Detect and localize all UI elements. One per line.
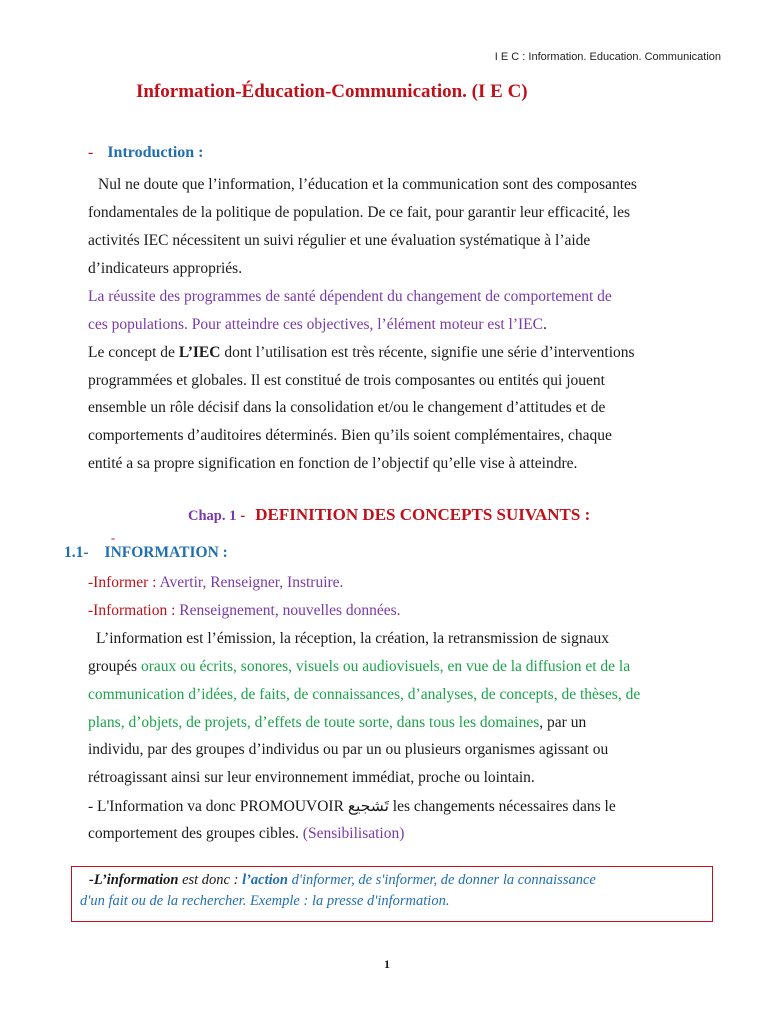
info-body-line2-green: oraux ou écrits, sonores, visuels ou audiovisuels, en vue de la diffusion et de la xyxy=(140,658,631,675)
info-body-line2-prefix: groupés xyxy=(88,658,141,675)
definition-text: Renseignement, nouvelles données. xyxy=(179,602,401,619)
info-body-line5: individu, par des groupes d’individus ou par un ou plusieurs organismes agissant ou xyxy=(88,741,609,758)
section-title: INFORMATION : xyxy=(104,544,228,561)
para3-suffix: dont l’utilisation est très récente, signifie une série d’interventions xyxy=(220,344,635,361)
definition-term: -Informer : xyxy=(88,574,160,591)
info-body-line7-prefix: - L'Information va donc PROMOUVOIR xyxy=(88,798,348,815)
introduction-heading xyxy=(88,144,204,162)
chapter-title: DEFINITION DES CONCEPTS SUIVANTS : xyxy=(255,505,591,524)
info-body-line6: rétroagissant ainsi sur leur environnement immédiat, proche ou lointain. xyxy=(88,769,535,786)
definition-text: Avertir, Renseigner, Instruire. xyxy=(159,574,344,591)
bullet-dash: - xyxy=(88,144,94,161)
para3-prefix: Le concept de xyxy=(88,344,179,361)
info-body-line3: communication d’idées, de faits, de connaissances, d’analyses, de concepts, de thèses, de xyxy=(88,686,641,703)
info-body-line4 xyxy=(88,714,586,732)
intro-para2-line1: La réussite des programmes de santé dépendent du changement de comportement de xyxy=(88,288,612,305)
intro-para2-line2-text: ces populations. Pour atteindre ces objectives, l’élément moteur est l’IEC xyxy=(88,316,543,333)
chapter-heading xyxy=(188,505,590,525)
intro-para3-line1 xyxy=(88,344,635,362)
definition-term: -Information : xyxy=(88,602,180,619)
small-dash-mark: - xyxy=(111,531,115,545)
info-body-line4-suffix: , par un xyxy=(539,714,587,731)
intro-para1-line1: Nul ne doute que l’information, l’éducation et la communication sont des composantes xyxy=(98,176,637,193)
intro-para1-line3: activités IEC nécessitent un suivi régulier et une évaluation systématique à l’aide xyxy=(88,232,591,249)
intro-para3-line2: programmées et globales. Il est constitué de trois composantes ou entités qui jouent xyxy=(88,372,605,389)
callout-line1-rest: d'informer, de s'informer, de donner la connaissance xyxy=(287,872,596,888)
sensibilisation-note: (Sensibilisation) xyxy=(302,825,405,842)
para3-bold-iec: L’IEC xyxy=(178,344,221,361)
callout-middle: est donc : xyxy=(178,872,243,888)
definition-information xyxy=(88,602,401,620)
intro-para1-line2: fondamentales de la politique de population. De ce fait, pour garantir leur efficacité, les xyxy=(88,204,631,221)
definition-informer xyxy=(88,574,343,592)
intro-para2-period: . xyxy=(542,316,547,333)
callout-line2: d'un fait ou de la rechercher. Exemple : la presse d'information. xyxy=(80,893,450,909)
intro-para1-line4: d’indicateurs appropriés. xyxy=(88,260,243,277)
section-number: 1.1- xyxy=(64,544,89,561)
arabic-word: تَشجيع xyxy=(347,798,389,815)
callout-line1 xyxy=(89,872,596,889)
info-body-line4-green: plans, d’objets, de projets, d’effets de toute sorte, dans tous les domaines xyxy=(88,714,540,731)
info-body-line7-suffix: les changements nécessaires dans le xyxy=(388,798,616,815)
intro-para3-line3: ensemble un rôle décisif dans la consolidation et/ou le changement d’attitudes et de xyxy=(88,399,606,416)
running-header: I E C : Information. Education. Communication xyxy=(494,51,721,63)
page-number: 1 xyxy=(384,957,390,971)
chapter-label: Chap. 1 xyxy=(188,508,237,524)
info-body-line8 xyxy=(88,825,404,843)
info-body-line8-prefix: comportement des groupes cibles. xyxy=(88,825,303,842)
callout-term: -L’information xyxy=(89,872,179,888)
info-body-line2 xyxy=(88,658,630,676)
intro-para3-line5: entité a sa propre signification en fonction de l’objectif qu’elle vise à atteindre. xyxy=(88,455,578,472)
callout-action: l’action xyxy=(242,872,288,888)
info-body-line7 xyxy=(88,797,616,816)
intro-para2-line2 xyxy=(88,316,547,334)
document-title: Information-Éducation-Communication. (I E C) xyxy=(136,81,528,102)
introduction-heading-text: Introduction : xyxy=(107,144,204,161)
chapter-dash: - xyxy=(240,508,246,524)
section-heading xyxy=(64,544,228,562)
info-body-line1: L’information est l’émission, la réception, la création, la retransmission de signaux xyxy=(96,630,609,647)
intro-para3-line4: comportements d’auditoires déterminés. Bien qu’ils soient complémentaires, chaque xyxy=(88,427,612,444)
definition-callout-box xyxy=(71,866,713,922)
